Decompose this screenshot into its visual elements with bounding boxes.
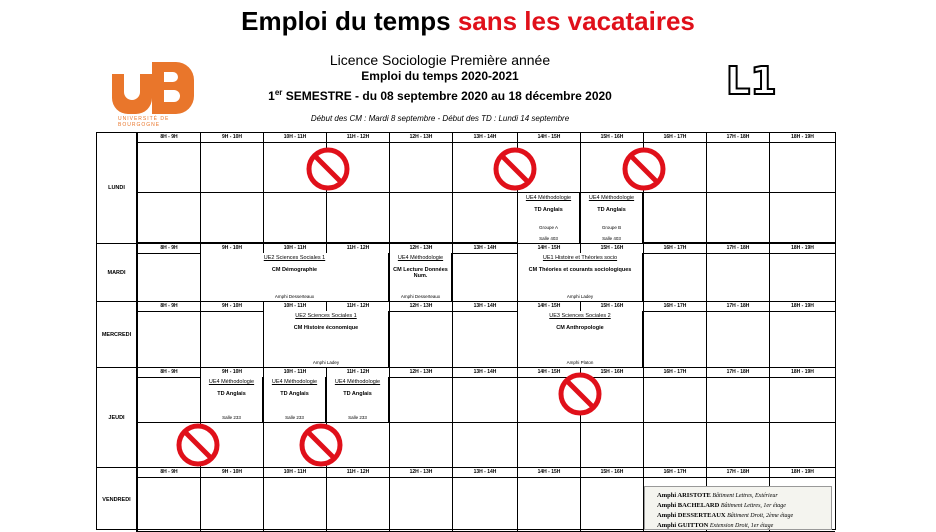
time-slot — [769, 254, 835, 302]
time-slot — [452, 423, 517, 468]
hour-header-cell: 10H - 11H — [263, 244, 326, 253]
time-slot — [389, 312, 452, 368]
time-slot — [517, 423, 580, 468]
course-block — [517, 193, 580, 243]
time-slot — [326, 478, 389, 532]
hour-header-cell: 11H - 12H — [326, 468, 389, 477]
course-ue: UE4 Méthodologie — [525, 195, 572, 201]
day-row — [97, 301, 835, 368]
time-slot — [263, 193, 326, 243]
course-ue: UE4 Méthodologie — [397, 255, 444, 261]
time-slot — [137, 254, 200, 302]
time-slot — [137, 378, 200, 423]
hour-header-cell: 16H - 17H — [643, 468, 706, 477]
hour-header-cell: 15H - 16H — [580, 368, 643, 377]
time-slot — [580, 478, 643, 532]
legend-item: Amphi ARISTOTE Bâtiment Lettres, Extérieur — [657, 492, 778, 499]
hour-header-cell: 15H - 16H — [580, 244, 643, 253]
time-slot — [389, 193, 452, 243]
time-slot — [643, 254, 706, 302]
time-slot — [769, 423, 835, 468]
time-slot — [263, 478, 326, 532]
course-ue: UE4 Méthodologie — [334, 379, 381, 385]
hour-header-cell: 14H - 15H — [517, 133, 580, 142]
time-slot — [137, 143, 200, 193]
hour-header-cell: 9H - 10H — [200, 302, 263, 311]
time-slot — [200, 193, 263, 243]
time-slot — [706, 423, 769, 468]
no-entry-icon — [493, 147, 537, 191]
day-label: MARDI — [97, 244, 137, 302]
time-slot — [452, 378, 517, 423]
time-slot — [452, 312, 517, 368]
logo-caption: UNIVERSITÉ DE BOURGOGNE — [118, 116, 170, 128]
hour-header-cell: 18H - 19H — [769, 244, 835, 253]
hours-header — [137, 468, 835, 478]
timetable-header — [230, 52, 650, 103]
course-block — [517, 311, 643, 367]
course-name: TD Anglais — [534, 207, 563, 213]
hour-header-cell: 15H - 16H — [580, 468, 643, 477]
course-ue: UE2 Sciences Sociales 1 — [263, 255, 326, 261]
hour-header-cell: 11H - 12H — [326, 302, 389, 311]
legend-item: Amphi BACHELARD Bâtiment Lettres, 1er étage — [657, 502, 786, 509]
rooms-legend — [644, 486, 832, 530]
hour-header-cell: 17H - 18H — [706, 244, 769, 253]
course-name: CM Histoire économique — [293, 325, 359, 331]
time-slot — [326, 193, 389, 243]
course-ue: UE1 Histoire et Théories socio — [542, 255, 618, 261]
program-title: Licence Sociologie Première année — [329, 52, 551, 68]
course-name: TD Anglais — [597, 207, 626, 213]
course-name: CM Démographie — [271, 267, 318, 273]
course-block — [200, 253, 389, 301]
hour-header-cell: 18H - 19H — [769, 302, 835, 311]
hours-header — [137, 302, 835, 312]
slide-title-black: Emploi du temps — [241, 6, 451, 36]
course-room: Amphi Ladey — [312, 360, 340, 365]
schedule-title: Emploi du temps 2020-2021 — [361, 69, 519, 83]
hour-header-cell: 12H - 13H — [389, 468, 452, 477]
course-group: Groupe A — [538, 225, 558, 230]
course-block — [263, 377, 326, 422]
timetable-grid — [96, 132, 836, 530]
legend-item: Amphi DESSERTEAUX Bâtiment Droit, 2ème étage — [657, 512, 794, 519]
time-slot — [706, 193, 769, 243]
course-block — [517, 253, 643, 301]
time-slot — [452, 254, 517, 302]
slide-title — [0, 6, 936, 37]
course-room: Amphi Desserteaux — [400, 294, 441, 299]
hour-header-cell: 18H - 19H — [769, 468, 835, 477]
no-entry-icon — [558, 372, 602, 416]
hour-header-cell: 13H - 14H — [452, 468, 517, 477]
hour-header-cell: 18H - 19H — [769, 368, 835, 377]
hour-header-cell: 8H - 9H — [137, 368, 200, 377]
hour-header-cell: 9H - 10H — [200, 244, 263, 253]
time-slot — [769, 143, 835, 193]
day-row — [97, 133, 835, 243]
course-name: CM Théories et courants sociologiques — [528, 267, 632, 273]
no-entry-icon — [176, 423, 220, 467]
hour-header-cell: 13H - 14H — [452, 302, 517, 311]
time-slot — [643, 193, 706, 243]
time-slot — [137, 193, 200, 243]
hour-header-cell: 10H - 11H — [263, 368, 326, 377]
course-name: CM Anthropologie — [556, 325, 604, 331]
hour-header-cell: 15H - 16H — [580, 133, 643, 142]
no-entry-icon — [622, 147, 666, 191]
time-slot — [200, 143, 263, 193]
time-slot — [706, 143, 769, 193]
hour-header-cell: 11H - 12H — [326, 133, 389, 142]
legend-item: Amphi GUITTON Extension Droit, 1er étage — [657, 522, 774, 529]
hour-header-cell: 17H - 18H — [706, 468, 769, 477]
course-room: Salle 403 — [602, 236, 621, 241]
hour-header-cell: 13H - 14H — [452, 133, 517, 142]
course-block — [263, 311, 389, 367]
time-slot — [643, 378, 706, 423]
hours-header — [137, 133, 835, 143]
course-block — [326, 377, 389, 422]
no-entry-icon — [306, 147, 350, 191]
course-room: Amphi Desserteaux — [274, 294, 315, 299]
course-room: Salle 233 — [348, 415, 367, 420]
hour-header-cell: 14H - 15H — [517, 468, 580, 477]
level-badge: L1 — [726, 59, 777, 103]
time-slot — [200, 312, 263, 368]
day-label: VENDREDI — [97, 468, 137, 532]
hour-header-cell: 17H - 18H — [706, 302, 769, 311]
time-slot — [452, 193, 517, 243]
time-slot — [517, 478, 580, 532]
course-group: Groupe B — [601, 225, 622, 230]
time-slot — [389, 378, 452, 423]
hour-header-cell: 14H - 15H — [517, 302, 580, 311]
no-entry-icon — [299, 423, 343, 467]
hour-header-cell: 10H - 11H — [263, 133, 326, 142]
hour-header-cell: 10H - 11H — [263, 302, 326, 311]
hour-header-cell: 8H - 9H — [137, 468, 200, 477]
hour-header-cell: 16H - 17H — [643, 133, 706, 142]
time-slot — [643, 312, 706, 368]
hour-header-cell: 12H - 13H — [389, 368, 452, 377]
day-label: MERCREDI — [97, 302, 137, 368]
hour-header-cell: 12H - 13H — [389, 244, 452, 253]
hour-header-cell: 16H - 17H — [643, 368, 706, 377]
course-ue: UE3 Sciences Sociales 2 — [549, 313, 611, 319]
hour-header-cell: 13H - 14H — [452, 244, 517, 253]
course-room: Amphi Platon — [566, 360, 594, 365]
course-name: TD Anglais — [217, 391, 246, 397]
hour-header-cell: 8H - 9H — [137, 302, 200, 311]
hour-header-cell: 17H - 18H — [706, 133, 769, 142]
day-label: JEUDI — [97, 368, 137, 468]
time-slot — [389, 423, 452, 468]
course-block — [389, 253, 452, 301]
time-slot — [769, 312, 835, 368]
hour-header-cell: 16H - 17H — [643, 302, 706, 311]
hour-header-cell: 15H - 16H — [580, 302, 643, 311]
course-room: Salle 233 — [285, 415, 304, 420]
time-slot — [389, 143, 452, 193]
hour-header-cell: 9H - 10H — [200, 133, 263, 142]
hour-header-cell: 10H - 11H — [263, 468, 326, 477]
course-ue: UE2 Sciences Sociales 1 — [295, 313, 357, 319]
slide-title-red: sans les vacataires — [457, 6, 695, 36]
hour-header-cell: 16H - 17H — [643, 244, 706, 253]
day-label: LUNDI — [97, 133, 137, 243]
time-slot — [389, 478, 452, 532]
hour-header-cell: 14H - 15H — [517, 244, 580, 253]
hour-header-cell: 8H - 9H — [137, 133, 200, 142]
hour-header-cell: 14H - 15H — [517, 368, 580, 377]
hour-header-cell: 8H - 9H — [137, 244, 200, 253]
time-slot — [643, 423, 706, 468]
course-block — [580, 193, 643, 243]
hour-header-cell: 11H - 12H — [326, 244, 389, 253]
time-slot — [137, 312, 200, 368]
hour-header-cell: 18H - 19H — [769, 133, 835, 142]
course-ue: UE4 Méthodologie — [271, 379, 318, 385]
course-ue: UE4 Méthodologie — [588, 195, 635, 201]
university-logo — [112, 62, 196, 128]
course-room: Amphi Ladey — [566, 294, 594, 299]
course-name: TD Anglais — [343, 391, 372, 397]
hour-header-cell: 9H - 10H — [200, 468, 263, 477]
start-dates: Début des CM : Mardi 8 septembre - Début des TD : Lundi 14 septembre — [310, 114, 570, 123]
time-slot — [200, 478, 263, 532]
hour-header-cell: 11H - 12H — [326, 368, 389, 377]
course-name: TD Anglais — [280, 391, 309, 397]
hour-header-cell: 12H - 13H — [389, 133, 452, 142]
time-slot — [706, 254, 769, 302]
hour-header-cell: 17H - 18H — [706, 368, 769, 377]
time-slot — [706, 378, 769, 423]
time-slot — [580, 423, 643, 468]
hour-header-cell: 13H - 14H — [452, 368, 517, 377]
hour-header-cell: 9H - 10H — [200, 368, 263, 377]
semester-line: 1er SEMESTRE - du 08 septembre 2020 au 18 décembre 2020 — [268, 88, 612, 103]
course-room: Salle 403 — [539, 236, 558, 241]
time-slot — [706, 312, 769, 368]
time-slot — [769, 193, 835, 243]
course-ue: UE4 Méthodologie — [208, 379, 255, 385]
time-slot — [137, 478, 200, 532]
time-slot — [769, 378, 835, 423]
course-room: Salle 233 — [222, 415, 241, 420]
course-block — [200, 377, 263, 422]
time-slot — [452, 478, 517, 532]
course-name: CM Lecture Données Num. — [393, 267, 448, 279]
hour-header-cell: 12H - 13H — [389, 302, 452, 311]
